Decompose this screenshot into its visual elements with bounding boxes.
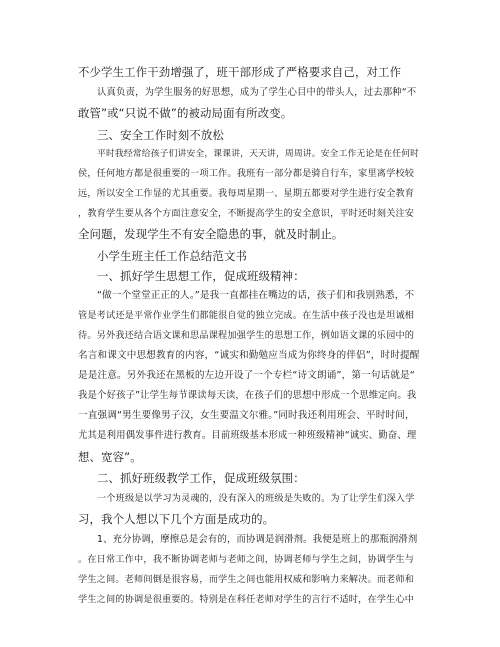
text-line: 认真负责，为学生服务的好思想，成为了学生心目中的带头人，过去那种“不 [97, 87, 417, 98]
text-line: 学生之间的协调是很重要的。特别是在科任老师对学生的言行不适时，在学生心中 [78, 594, 415, 605]
text-line: 平时我经常给孩子们讲安全，课课讲，天天讲，周周讲。安全工作无论是在任何时 [97, 149, 420, 159]
section-heading: 二、抓好班级教学工作，促成班级氛围： [97, 471, 305, 485]
text-line: 名言和课文中思想教育的内容，“诚实和勤勉应当成为你终身的伴侣”，时时提醒 [78, 350, 420, 361]
text-line: 是是注意。另外我还在黑板的左边开设了一个专栏“诗文朗诵”，第一句话就是“ [78, 370, 415, 381]
text-line: 待。另外我还结合语文课和思品课程加强学生的思想工作，例如语文课的乐园中的 [78, 330, 415, 341]
text-line: 想、宽容”。 [78, 450, 142, 464]
text-line: 一个班级是以学习为灵魂的，没有深入的班级是失败的。为了让学生们深入学 [97, 493, 415, 504]
text-line: 敢管”或“只说不做”的被动局面有所改变。 [78, 106, 293, 120]
text-line: 我是个好孩子”让学生每节课读每天读，在孩子们的思想中形成一个思维定向。我 [78, 390, 417, 401]
text-line: 远，所以安全工作显的尤其重要。我每周星期一、星期五都要对学生进行安全教育 [78, 188, 415, 199]
section-heading: 三、安全工作时刻不放松 [97, 128, 224, 142]
text-line: ，教育学生要从各个方面注意安全，不断提高学生的安全意识，平时还时刻关注安 [78, 208, 415, 219]
text-line: 。在日常工作中，我不断协调老师与老师之间，协调老师与学生之间，协调学生与 [78, 554, 415, 565]
text-line: 尤其是利用偶发事件进行教育。目前班级基本形成一种班级精神“诚实、勤奋、理 [78, 430, 417, 441]
text-line: 习，我个人想以下几个方面是成功的。 [78, 512, 275, 526]
text-line: 全问题，发现学生不有安全隐患的事，就及时制止。 [78, 227, 344, 241]
text-line: 一直强调“男生要像男子汉，女生要温文尔雅。”同时我还利用班会、平时时间， [78, 410, 415, 421]
section-heading: 一、抓好学生思想工作，促成班级精神： [97, 269, 305, 283]
text-line: 不少学生工作干劲增强了，班干部形成了严格要求自己，对工作 [78, 65, 402, 79]
text-line: 侯，任何地方都是很重要的一项工作。我班有一部分都是骑自行车，家里离学校较 [78, 168, 415, 179]
text-line: 1、充分协调，摩擦总是会有的，而协调是润滑剂。我便是班上的那瓶润滑剂 [97, 534, 418, 545]
text-line: 管是考试还是平常作业学生们都能很自觉的独立完成。在生活中孩子没也是坦诚相 [78, 310, 415, 321]
text-line: 学生之间。老师间倒是很容易，而学生之间也能用权威和影响力来解决。而老师和 [78, 574, 415, 585]
text-line: “做一个堂堂正正的人。”是我一直都挂在嘴边的话，孩子们和我别熟悉，不 [97, 290, 415, 301]
document-title: 小学生班主任工作总结范文书 [97, 249, 248, 263]
